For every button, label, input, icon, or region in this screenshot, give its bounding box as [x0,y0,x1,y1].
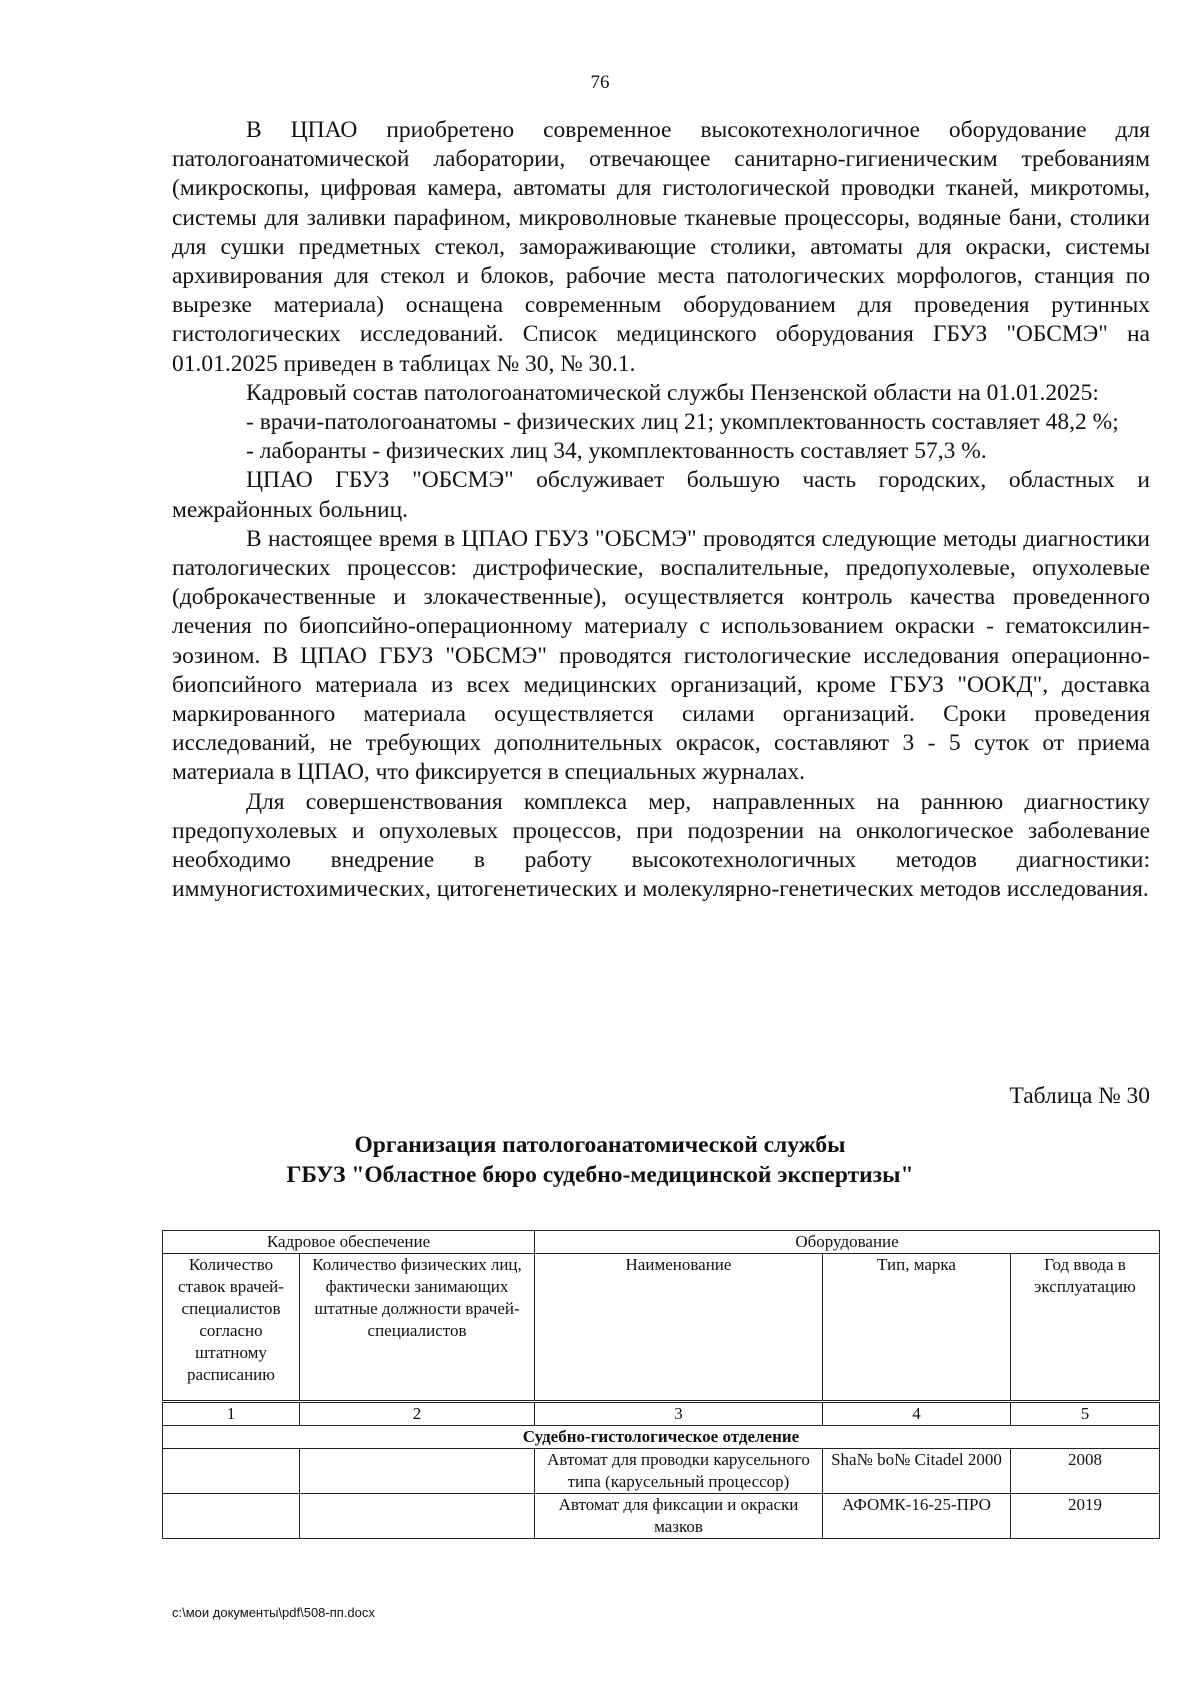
table-cell: Автомат для проводки карусельного типа (карусельный процессор) [535,1449,823,1494]
table-row [163,1494,1160,1539]
column-number: 3 [535,1402,823,1426]
paragraph: Для совершенствования комплекса мер, направленных на раннюю диагностику предопухолевых и опухолевых процессов, при подозрении на онкологическое заболевание необходимо внедрение в работу высокотехнологичных методов диагностики: иммуногистохимических, цитогенетических и молекулярно-генетических методов исследования. [172,788,1150,903]
table-title-line-1: Организация патологоанатомической службы [354,1132,846,1158]
table-number-row [163,1402,1160,1426]
column-header: Год ввода в эксплуатацию [1011,1254,1160,1402]
table-title-line-2: ГБУЗ "Областное бюро судебно-медицинской экспертизы" [286,1162,914,1188]
paragraph: Кадровый состав патологоанатомической службы Пензенской области на 01.01.2025: [246,379,1099,406]
table-cell: 2008 [1011,1449,1160,1494]
column-number: 1 [163,1402,300,1426]
table-group-header-row [163,1231,1160,1254]
table-label: Таблица № 30 [1009,1083,1150,1109]
table-column-header-row [163,1254,1160,1402]
section-title: Судебно-гистологическое отделение [163,1426,1160,1449]
paragraph: В ЦПАО приобретено современное высокотехнологичное оборудование для патологоанатомической лаборатории, отвечающее санитарно-гигиеническим требованиям (микроскопы, цифровая камера, автоматы для гистологической проводки тканей, микротомы, системы для заливки парафином, микроволновые тканевые процессоры, водяные бани, столики для сушки предметных стекол, замораживающие столики, автоматы для окраски, системы архивирования для стекол и блоков, рабочие места патологических морфологов, станция по вырезке материала) оснащена современным оборудованием для проведения рутинных гистологических исследований. Список медицинского оборудования ГБУЗ "ОБСМЭ" на 01.01.2025 приведен в таблицах № 30, № 30.1. [172,117,1150,377]
table-cell [163,1449,300,1494]
body-text [172,116,1150,904]
table-title [0,1130,1200,1190]
column-number: 2 [300,1402,535,1426]
table-section-row [163,1426,1160,1449]
paragraph: - врачи-патологоанатомы - физических лиц 21; укомплектованность составляет 48,2 %; [246,409,1119,436]
column-header: Тип, марка [823,1254,1011,1402]
table-row [163,1449,1160,1494]
table-cell: АФОМК-16-25-ПРО [823,1494,1011,1539]
table-cell: 2019 [1011,1494,1160,1539]
table-cell [300,1449,535,1494]
table-cell [300,1494,535,1539]
table-cell: Sha№ bo№ Citadel 2000 [823,1449,1011,1494]
column-header: Количество физических лиц, фактически занимающих штатные должности врачей-специалистов [300,1254,535,1402]
column-number: 5 [1011,1402,1160,1426]
footer-file-path: c:\мои документы\pdf\508-пп.docx [172,1605,375,1620]
paragraph: - лаборанты - физических лиц 34, укомплектованность составляет 57,3 %. [246,438,987,465]
column-header: Наименование [535,1254,823,1402]
column-number: 4 [823,1402,1011,1426]
group-header-staff: Кадровое обеспечение [163,1231,535,1254]
group-header-equipment: Оборудование [535,1231,1160,1254]
equipment-table [162,1230,1160,1539]
page-number: 76 [590,72,610,93]
table-cell [163,1494,300,1539]
column-header: Количество ставок врачей-специалистов согласно штатному расписанию [163,1254,300,1402]
paragraph: ЦПАО ГБУЗ "ОБСМЭ" обслуживает большую часть городских, областных и межрайонных больниц. [172,467,1150,523]
paragraph: В настоящее время в ЦПАО ГБУЗ "ОБСМЭ" проводятся следующие методы диагностики патологических процессов: дистрофические, воспалительные, предопухолевые, опухолевые (доброкачественные и злокачественные), осуществляется контроль качества проведенного лечения по биопсийно-операционному материалу с использованием окраски - гематоксилин-эозином. В ЦПАО ГБУЗ "ОБСМЭ" проводятся гистологические исследования операционно-биопсийного материала из всех медицинских организаций, кроме ГБУЗ "ООКД", доставка маркированного материала осуществляется силами организаций. Сроки проведения исследований, не требующих дополнительных окрасок, составляют 3 - 5 суток от приема материала в ЦПАО, что фиксируется в специальных журналах. [172,525,1150,786]
table-cell: Автомат для фиксации и окраски мазков [535,1494,823,1539]
